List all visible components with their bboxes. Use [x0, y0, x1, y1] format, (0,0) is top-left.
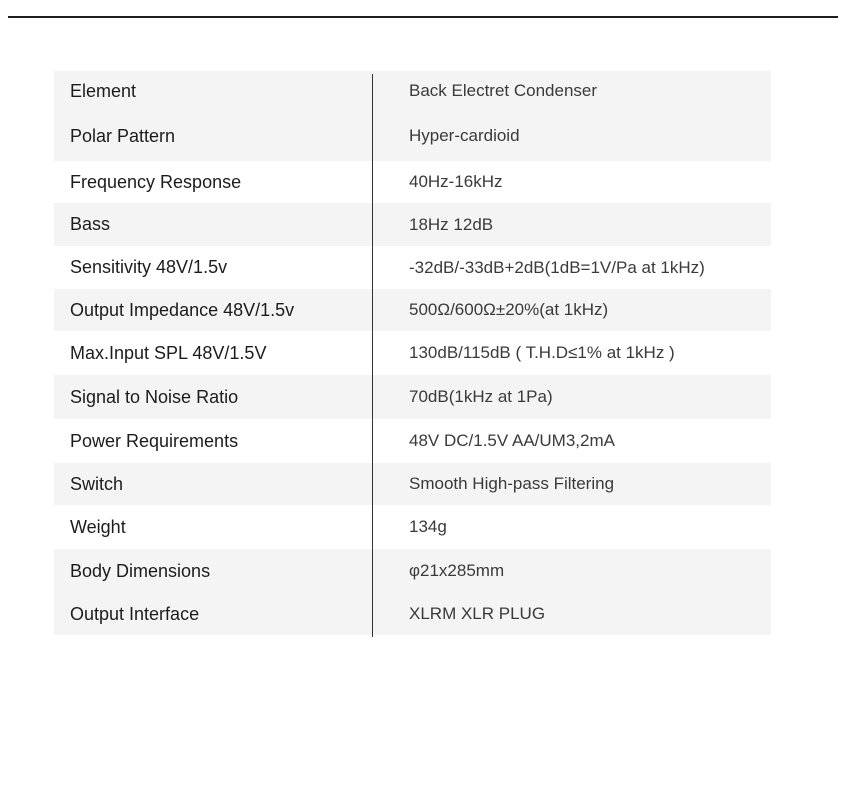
table-row: [54, 375, 771, 419]
spec-label: Signal to Noise Ratio: [70, 386, 239, 407]
table-row: [54, 593, 771, 635]
spec-value: 500Ω/600Ω±20%(at 1kHz): [409, 300, 609, 319]
top-divider-line: [8, 16, 838, 18]
spec-value: 70dB(1kHz at 1Pa): [409, 387, 553, 406]
spec-table: [54, 71, 771, 635]
table-row: [54, 161, 771, 203]
spec-label: Switch: [70, 473, 124, 494]
spec-label: Element: [70, 80, 137, 101]
table-row: [54, 111, 771, 161]
spec-label: Polar Pattern: [70, 125, 176, 146]
table-row: [54, 246, 771, 289]
spec-label: Bass: [70, 214, 111, 234]
spec-value: 18Hz 12dB: [409, 214, 494, 234]
spec-value: XLRM XLR PLUG: [409, 604, 546, 623]
table-row: [54, 463, 771, 505]
spec-label: Sensitivity 48V/1.5v: [70, 257, 228, 277]
spec-label: Body Dimensions: [70, 560, 211, 581]
spec-value: Smooth High-pass Filtering: [409, 474, 615, 493]
spec-value: 40Hz-16kHz: [409, 172, 503, 191]
spec-value: φ21x285mm: [409, 561, 505, 580]
table-row: [54, 331, 771, 375]
table-row: [54, 71, 771, 111]
spec-value: 48V DC/1.5V AA/UM3,2mA: [409, 431, 615, 450]
spec-value: Hyper-cardioid: [409, 126, 520, 145]
spec-value: Back Electret Condenser: [409, 81, 598, 100]
spec-label: Weight: [70, 516, 126, 537]
spec-value: 134g: [409, 517, 447, 536]
column-divider-line: [372, 74, 373, 637]
spec-value: -32dB/-33dB+2dB(1dB=1V/Pa at 1kHz): [409, 257, 705, 277]
spec-label: Output Impedance 48V/1.5v: [70, 299, 295, 320]
spec-label: Max.Input SPL 48V/1.5V: [70, 342, 267, 363]
spec-value: 130dB/115dB ( T.H.D≤1% at 1kHz ): [409, 343, 675, 362]
spec-label: Power Requirements: [70, 430, 239, 451]
table-row: [54, 289, 771, 331]
table-row: [54, 549, 771, 593]
table-row: [54, 505, 771, 549]
spec-label: Frequency Response: [70, 171, 242, 192]
table-row: [54, 203, 771, 246]
spec-label: Output Interface: [70, 603, 200, 624]
table-row: [54, 419, 771, 463]
